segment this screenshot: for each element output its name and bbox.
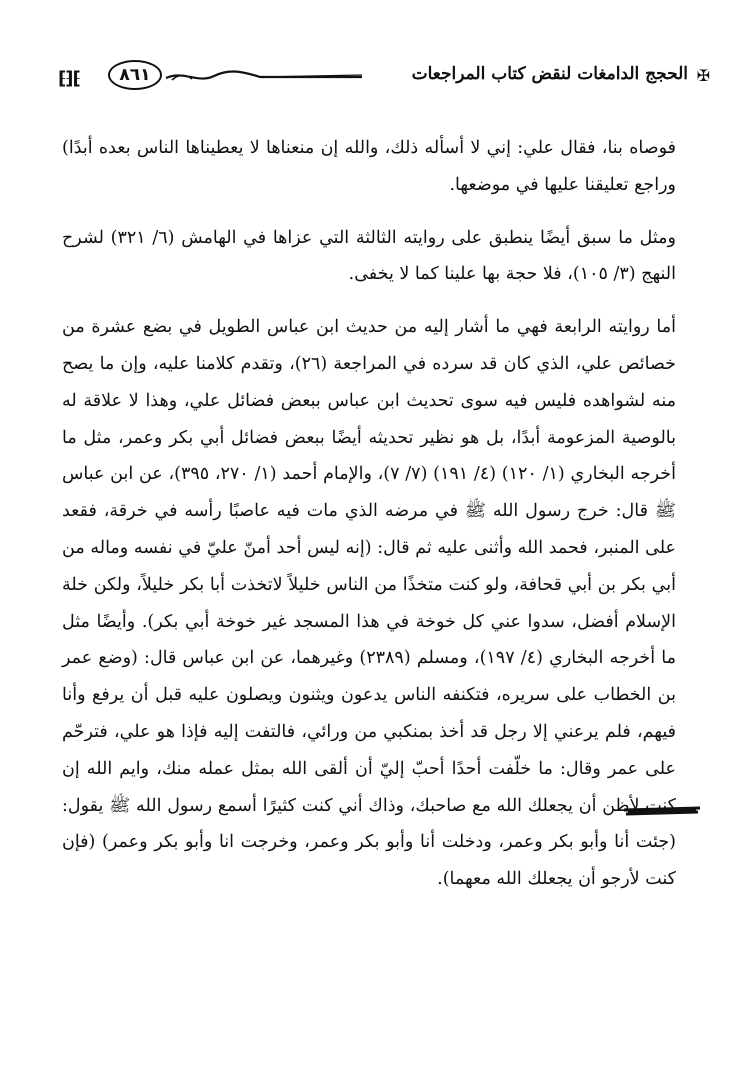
page-header <box>40 50 710 100</box>
page-number: ٨٦١ <box>108 60 162 90</box>
header-flourish-icon <box>164 64 364 88</box>
header-ornament-right-icon: ✠ <box>696 66 710 85</box>
header-ornament-left: ⁅⁆⁅ <box>58 68 80 89</box>
running-title: الحجج الدامغات لنقض كتاب المراجعات <box>411 64 688 84</box>
pen-scribble-mark <box>622 804 702 818</box>
paragraph-1: فوصاه بنا، فقال علي: إني لا أسأله ذلك، والله إن منعناها لا يعطيناها الناس بعده أبدًا) وراجع تعليقنا عليها في موضعها. <box>62 138 676 195</box>
page-body <box>62 130 676 914</box>
paragraph-2: ومثل ما سبق أيضًا ينطبق على روايته الثالثة التي عزاها في الهامش (٦/ ٣٢١) لشرح النهج (٣/ ١٠٥)، فلا حجة بها علينا كما لا يخفى. <box>62 227 676 285</box>
paragraph-3: أما روايته الرابعة فهي ما أشار إليه من حديث ابن عباس الطويل في بضع عشرة من خصائص علي، الذي كان قد سرده في المراجعة (٢٦)، وتقدم كلامنا عليه، وإن ما يصح منه لشواهده فليس فيه سوى تحديث ابن عباس ببعض فضائل علي، وهذا لا علاقة له بالوصية المزعومة أبدًا، بل هو نظير تحديثه أيضًا ببعض فضائل أبي بكر وعمر، مثل ما أخرجه البخاري (١/ ١٢٠) (٤/ ١٩١) (٧/ ٧)، والإمام أحمد (١/ ٢٧٠، ٣٩٥)، عن ابن عباس ﷺ قال: خرج رسول الله ﷺ في مرضه الذي مات فيه عاصبًا رأسه في خرقة، فقعد على المنبر، فحمد الله وأثنى عليه ثم قال: (إنه ليس أحد أمنّ عليّ في نفسه وماله من أبي بكر بن أبي قحافة، ولو كنت متخذًا من الناس خليلاً لاتخذت أبا بكر خليلاً، ولكن خلة الإسلام أفضل، سدوا عني كل خوخة في هذا المسجد غير خوخة أبي بكر). وأيضًا مثل ما أخرجه البخاري (٤/ ١٩٧)، ومسلم (٢٣٨٩) وغيرهما، عن ابن عباس قال: (وضع عمر بن الخطاب على سريره، فتكنفه الناس يدعون ويثنون ويصلون عليه قبل أن يرفع وأنا فيهم، فلم يرعني إلا رجل قد أخذ بمنكبي من ورائي، فالتفت إليه فإذا هو علي، فترحّم على عمر وقال: ما خلّفت أحدًا أحبّ إليّ أن ألقى الله بمثل عمله منك، وايم الله إن كنت لأظن أن يجعلك الله مع صاحبك، وذاك أني كنت كثيرًا أسمع رسول الله ﷺ يقول: (جئت أنا وأبو بكر وعمر، ودخلت أنا وأبو بكر وعمر، وخرجت انا وأبو بكر وعمر) (فإن كنت لأرجو أن يجعلك الله معهما). <box>62 317 676 890</box>
